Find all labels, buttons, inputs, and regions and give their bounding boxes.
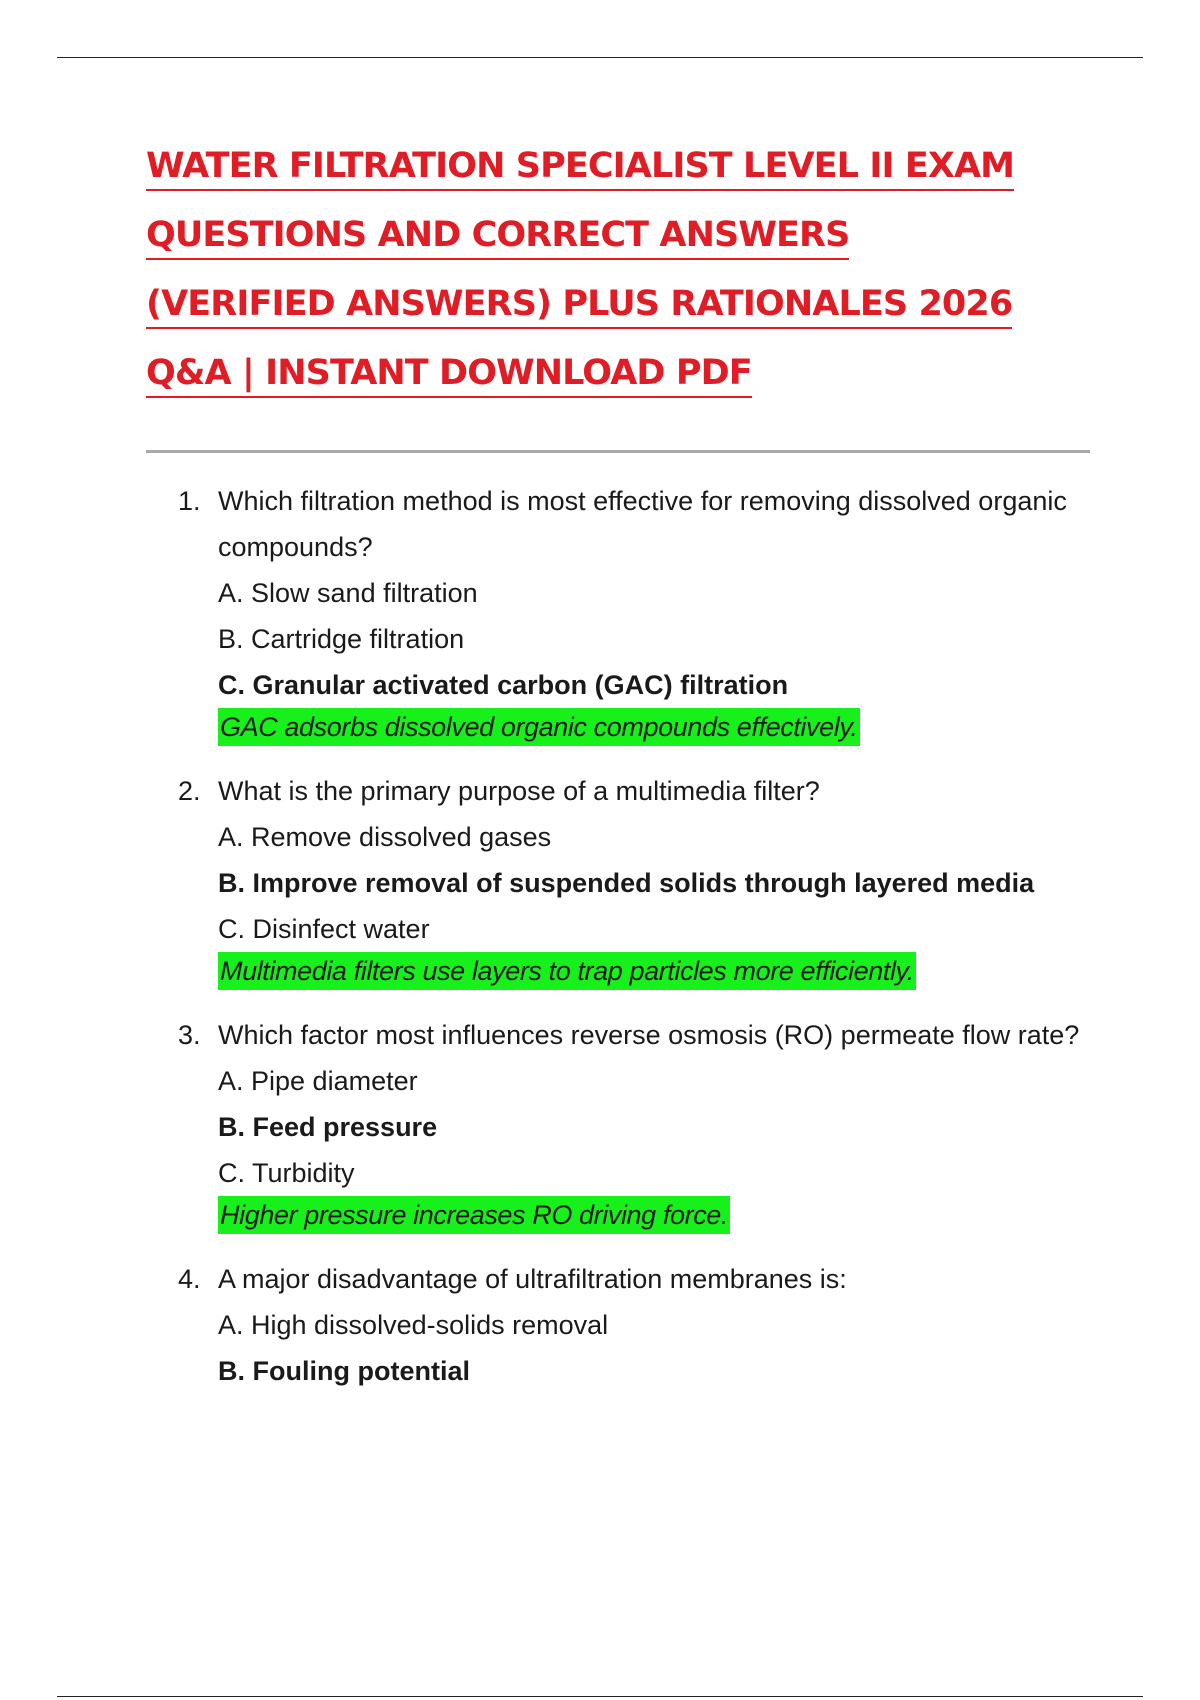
question-list — [178, 478, 1098, 1408]
title-line — [146, 350, 1106, 419]
question-text: Which factor most influences reverse osmosis (RO) permeate flow rate? — [218, 1020, 1080, 1050]
section-divider — [146, 450, 1090, 453]
question-item — [178, 478, 1098, 754]
title-line-text: (VERIFIED ANSWERS) PLUS RATIONALES 2026 — [146, 281, 1012, 329]
answer-option: B. Cartridge filtration — [218, 624, 465, 654]
question-number: 2. — [178, 776, 201, 806]
answer-option: C. Disinfect water — [218, 914, 430, 944]
answer-option: A. Slow sand filtration — [218, 578, 478, 608]
title-line — [146, 143, 1106, 212]
page-bottom-rule — [57, 1696, 1143, 1697]
title-line-text: QUESTIONS AND CORRECT ANSWERS — [146, 212, 849, 260]
answer-option: A. Remove dissolved gases — [218, 822, 552, 852]
title-line-text: WATER FILTRATION SPECIALIST LEVEL II EXAM — [146, 143, 1014, 191]
question-item — [178, 1012, 1098, 1242]
title-line-text: Q&A | INSTANT DOWNLOAD PDF — [146, 350, 752, 398]
answer-option: A. High dissolved-solids removal — [218, 1310, 609, 1340]
rationale-row — [218, 708, 1098, 754]
title-line — [146, 281, 1106, 350]
question-number: 1. — [178, 486, 201, 516]
answer-option: A. Pipe diameter — [218, 1066, 418, 1096]
answer-rationale: Higher pressure increases RO driving force. — [218, 1196, 730, 1234]
question-text: Which filtration method is most effective for removing dissolved organic compounds? — [218, 486, 1067, 562]
page-top-rule — [57, 57, 1143, 58]
question-text: A major disadvantage of ultrafiltration membranes is: — [218, 1264, 847, 1294]
rationale-row — [218, 952, 1098, 998]
question-text: What is the primary purpose of a multimedia filter? — [218, 776, 820, 806]
correct-answer-option: B. Improve removal of suspended solids through layered media — [218, 868, 1035, 898]
answer-rationale: GAC adsorbs dissolved organic compounds effectively. — [218, 708, 860, 746]
answer-option: C. Turbidity — [218, 1158, 355, 1188]
question-number: 3. — [178, 1020, 201, 1050]
correct-answer-option: B. Fouling potential — [218, 1356, 470, 1386]
document-title — [146, 143, 1106, 419]
question-item — [178, 768, 1098, 998]
rationale-row — [218, 1196, 1098, 1242]
question-number: 4. — [178, 1264, 201, 1294]
question-item — [178, 1256, 1098, 1394]
answer-rationale: Multimedia filters use layers to trap particles more efficiently. — [218, 952, 916, 990]
correct-answer-option: B. Feed pressure — [218, 1112, 438, 1142]
title-line — [146, 212, 1106, 281]
correct-answer-option: C. Granular activated carbon (GAC) filtration — [218, 670, 789, 700]
